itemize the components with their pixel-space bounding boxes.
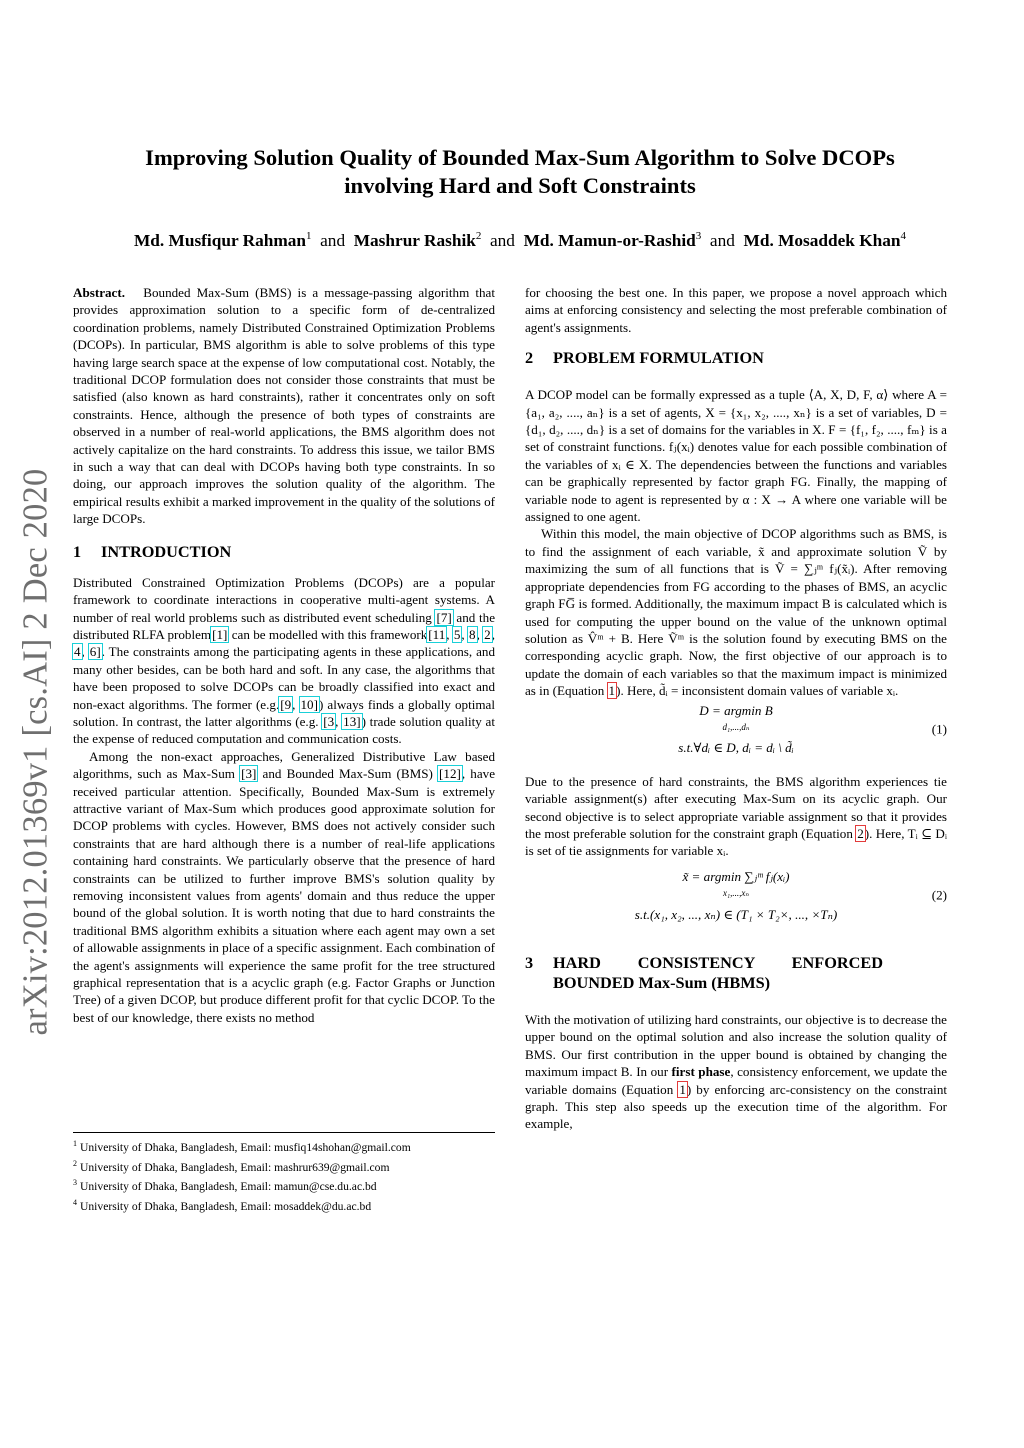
- abstract-label: Abstract.: [73, 285, 125, 300]
- footnote-text: University of Dhaka, Bangladesh, Email: mamun@cse.du.ac.bd: [80, 1180, 377, 1194]
- footnote-text: University of Dhaka, Bangladesh, Email: musfiq14shohan@gmail.com: [80, 1140, 411, 1154]
- author-name: Md. Mosaddek Khan: [743, 230, 901, 250]
- text-run: With the motivation of utilizing hard constraints, our objective is to decrease the upper bound on the optimal solution and also increase the solution quality of BMS. Our first contribution in the upper bound is obtained by changing the maximum impact B. In our: [525, 1012, 947, 1080]
- text-run: ) by enforcing arc-consistency on the constraint graph. This step also speeds up the execution time of the algorithm. For example,: [525, 1081, 947, 1132]
- text-run: , consistency enforcement, we update the variable domains (Equation: [525, 1064, 947, 1097]
- citation-link[interactable]: [3: [323, 713, 335, 729]
- and-word: and: [490, 230, 515, 250]
- footnote-text: University of Dhaka, Bangladesh, Email: mosaddek@du.ac.bd: [80, 1199, 372, 1213]
- paper-title: [80, 144, 960, 200]
- author-mark: 3: [695, 230, 702, 242]
- equation-line: s.t.∀dᵢ ∈ D, dᵢ = dᵢ \ d̃ᵢ: [678, 740, 794, 756]
- intro-continuation: for choosing the best one. In this paper, we propose a novel approach which aims at enforcing consistency and selecting the most preferable combination of agent's assignments.: [525, 285, 947, 335]
- citation-link[interactable]: [12]: [439, 766, 461, 782]
- text-run: ). Here, d̃ᵢ = inconsistent domain values of variable xᵢ.: [616, 683, 899, 699]
- author-mark: 1: [306, 230, 312, 242]
- equation-line: x̃ = argmin ∑ⱼᵐ fⱼ(xᵢ): [682, 868, 790, 884]
- text-run: Distributed Constrained Optimization Problems (DCOPs) are a popular framework to coordinate interactions in cooperative multi-agent systems. A number of real world problems such as distributed event scheduling: [73, 574, 495, 625]
- section-title: PROBLEM FORMULATION: [553, 348, 764, 368]
- text-run: , have received particular attention. Specifically, Bounded Max-Sum is extremely attractive variant of Max-Sum which produces good approximate solution for DCOP problems with cycles. However, BMS does not actively consider such constraints that are hard although there is a number of real-life applications containing hard constraints. We particularly observe that the presence of hard constraints can be utilized to further improve BMS's solution quality by removing inconsistent values from agents' domain and thus reduce the upper bound of the global solution. It is worth noting that due to hard constraints the traditional BMS algorithm exhibits a situation where each agent may own a set of allowable assignments in place of a specific assignment. Each combination of the agent's assignments will experience the same profit for the tree structured graphical representation that is a acyclic graph (e.g. Factor Graphs or Junction Tree) of a given DCOP, but produce different profit for that cyclic DCOP. To the best of our knowledge, there exists no method: [73, 766, 496, 1025]
- section-number: 3: [525, 953, 534, 972]
- section-title: INTRODUCTION: [101, 541, 232, 561]
- footnote-mark: 2: [73, 1158, 77, 1168]
- citation-link[interactable]: [1]: [212, 626, 228, 642]
- citation-link[interactable]: 13]: [343, 713, 361, 729]
- title-line-2: involving Hard and Soft Constraints: [344, 173, 696, 198]
- author-mark: 2: [475, 230, 482, 242]
- arxiv-id: arXiv:2012.01369v1 [cs.AI] 2 Dec 2020: [16, 468, 55, 1036]
- equation-line: s.t.(x₁, x₂, ..., xₙ) ∈ (T₁ × T₂×, ..., ×Tₙ): [634, 906, 838, 922]
- author-name: Mashrur Rashik: [353, 230, 476, 250]
- footnote-text: University of Dhaka, Bangladesh, Email: mashrur639@gmail.com: [80, 1160, 390, 1174]
- left-column: [73, 284, 495, 1026]
- text-run: and Bounded Max-Sum (BMS): [257, 766, 439, 782]
- equation-subscript: d₁,...,dₙ: [722, 721, 750, 732]
- text-run: Due to the presence of hard constraints, the BMS algorithm experiences tie variable assignment(s) after executing Max-Sum on its acyclic graph. Our second objective is to select appropriate variable assignment so that it provides the most preferable solution for the constraint graph (Equation: [525, 773, 947, 841]
- hbms-paragraph-1: [525, 1011, 947, 1133]
- equation-1: [525, 702, 947, 757]
- section-number: 1: [73, 541, 82, 561]
- citation-link[interactable]: 2: [484, 626, 491, 642]
- equation-link[interactable]: 2: [857, 825, 864, 841]
- equation-link[interactable]: 1: [679, 1081, 686, 1097]
- section-heading-hbms: [525, 953, 947, 993]
- equation-2: [525, 868, 947, 923]
- section-heading-problem-formulation: [525, 348, 947, 368]
- footnote: [73, 1195, 495, 1215]
- abstract-text: Bounded Max-Sum (BMS) is a message-passing algorithm that provides approximation solution to a specific form of de-centralized coordination problems, namely Distributed Constrained Optimization Problems (DCOPs). In particular, BMS algorithm is able to solve problems of this type having large search space at the expense of low computational cost. Notably, the traditional DCOP formulation does not consider those constraints that must be satisfied (also known as hard constraints), rather it concentrates only on soft constraints. Hence, although the presence of both types of constraints are observed in a number of real-world applications, the BMS algorithm does not actively capitalize on the hard constraints. To address this issue, we tailor BMS in such a way that can deal with DCOPs having both type constraints. In so doing, our approach improves the solution quality of the algorithm. The empirical results exhibit a marked improvement in the quality of the solutions of large DCOPs.: [73, 285, 495, 527]
- text-run: ) trade solution quality at the expense of reduced computation and communication costs.: [73, 713, 495, 747]
- citation-link[interactable]: 5: [453, 626, 461, 642]
- title-line-1: Improving Solution Quality of Bounded Max-Sum Algorithm to Solve DCOPs: [145, 145, 895, 170]
- intro-paragraph-2: [73, 748, 495, 1027]
- citation-link[interactable]: 4: [74, 644, 81, 660]
- author-name: Md. Mamun-or-Rashid: [523, 230, 696, 250]
- citation-link[interactable]: 10]: [300, 696, 318, 712]
- arxiv-watermark: [14, 462, 58, 1042]
- section-number: 2: [525, 348, 534, 368]
- footnote: [73, 1156, 495, 1176]
- author-list: [80, 224, 960, 253]
- author-mark: 4: [900, 230, 907, 242]
- formulation-paragraph-1: A DCOP model can be formally expressed as a tuple ⟨A, X, D, F, α⟩ where A = {a₁, a₂, ...., aₙ} is a set of agents, X = {x₁, x₂, ...., xₙ} is a set of variables, D = {d₁, d₂, ...., dₙ} is a set of domains for the variables in X. F = {f₁, f₂, ...., fₘ} is a set of constraint functions. fⱼ(xᵢ) denotes value for each possible combination of the variables of xᵢ ∈ X. The dependencies between the functions and variables can be graphically represented by factor graph FG. Finally, the mapping of variable node to agent is represented by α : X → A where one variable will be assigned to one agent.: [525, 387, 947, 525]
- text-run: . The constraints among the participating agents in these applications, and many other besides, can be both hard and soft. In any case, the algorithms that have been proposed to solve DCOPs can be broadly classified into exact and non-exact algorithms. The former (e.g.: [73, 644, 495, 712]
- equation-link[interactable]: 1: [608, 683, 616, 699]
- equation-number: (1): [931, 721, 947, 737]
- footnote-mark: 3: [73, 1178, 77, 1188]
- footnote: [73, 1136, 495, 1156]
- citation-link[interactable]: [3]: [241, 766, 257, 782]
- bold-term: first phase: [671, 1064, 731, 1080]
- and-word: and: [320, 230, 346, 250]
- footnote-mark: 1: [73, 1139, 77, 1148]
- citation-link[interactable]: 6]: [89, 644, 101, 660]
- equation-number: (2): [931, 887, 947, 903]
- formulation-paragraph-3: [525, 773, 947, 860]
- citation-link[interactable]: 8: [469, 626, 476, 642]
- footnote-mark: 4: [73, 1197, 77, 1207]
- footnotes: [73, 1132, 495, 1215]
- citation-link[interactable]: [7]: [436, 609, 452, 625]
- abstract: [73, 284, 495, 528]
- citation-link[interactable]: [9: [280, 696, 292, 712]
- footnote: [73, 1175, 495, 1195]
- equation-line: D = argmin B: [699, 702, 773, 718]
- footnote-rule: [73, 1132, 495, 1133]
- right-column: [525, 284, 947, 1133]
- text-run: ). Here, Tᵢ ⊆ Dᵢ is set of tie assignments for variable xᵢ.: [525, 825, 947, 859]
- formulation-paragraph-2: [525, 525, 947, 699]
- section-title: HARD CONSISTENCY ENFORCED BOUNDED Max-Sum (HBMS): [553, 953, 883, 992]
- text-run: can be modelled with this framework: [228, 626, 428, 642]
- text-run: ) always finds a globally optimal solution. In contrast, the latter algorithms (e.g.: [73, 696, 495, 729]
- text-run: Among the non-exact approaches, Generalized Distributive Law based algorithms, such as Max-Sum: [73, 748, 495, 782]
- section-heading-introduction: [73, 542, 495, 562]
- citation-link[interactable]: [11: [428, 626, 446, 642]
- author-name: Md. Musfiqur Rahman: [133, 230, 306, 250]
- text-run: Within this model, the main objective of DCOP algorithms such as BMS, is to find the assignment of each variable, x̃ and approximate solution Ṽ by maximizing the sum of all functions that is Ṽ = ∑ⱼᵐ fⱼ(x̃ᵢ). After removing appropriate dependencies from FG according to the phases of BMS, an acyclic graph FG̅ is formed. Additionally, the maximum impact B is calculated which is used for computing the upper bound on the value of the unknown optimal solution as V̂ᵐ + B. Here Ṽᵐ is the solution found by executing BMS on the corresponding acyclic graph. Now, the first objective of our approach is to update the domain of each variables so that the maximum impact is minimized as in (Equation: [525, 526, 947, 699]
- intro-paragraph-1: Distributed Constrained Optimization Problems (DCOPs) are a popular framework to coordinate interactions in cooperative multi-agent systems. A number of real world problems such as distributed event scheduling [7] and the distributed RLFA problem[1] can be modelled with this framework[11, 5, 8, 2, 4, 6]. The constraints among the participating agents in these applications, and many other besides, can be both hard and soft. In any case, the algorithms that have been proposed to solve DCOPs can be broadly classified into exact and non-exact algorithms. The former (e.g.[9, 10]) always finds a globally optimal solution. In contrast, the latter algorithms (e.g. [3, 13]) trade solution quality at the expense of reduced computation and communication costs.: [73, 574, 496, 747]
- text-run: and the distributed RLFA problem: [73, 609, 496, 642]
- equation-subscript: x₁,...,xₙ: [722, 888, 749, 899]
- and-word: and: [709, 230, 735, 250]
